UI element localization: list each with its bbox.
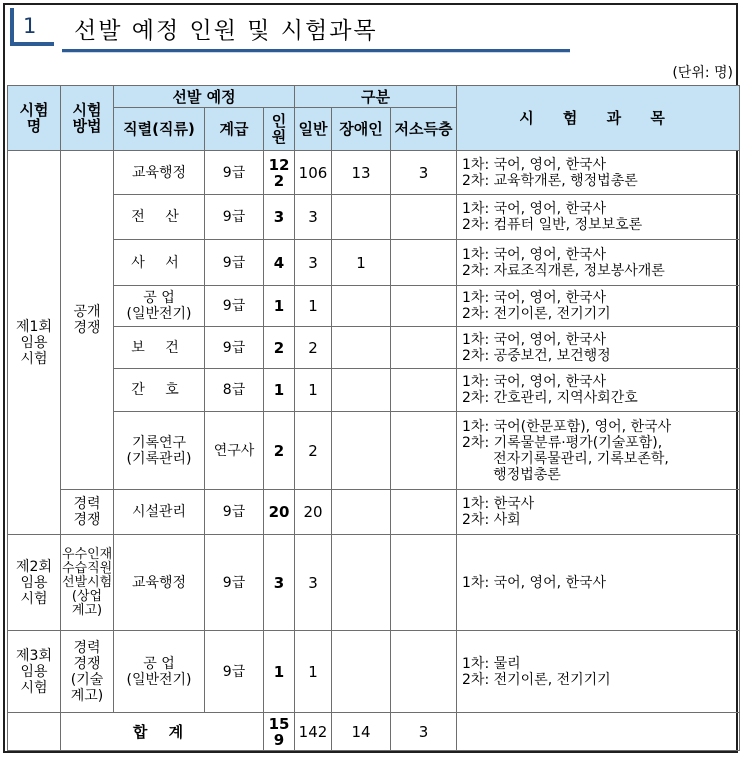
header-subjects: 시 험 과 목 bbox=[457, 86, 740, 151]
job-cell: 보 건 bbox=[114, 327, 205, 369]
low-income-cell bbox=[391, 195, 457, 240]
grade-cell: 9급 bbox=[205, 240, 264, 286]
recruitment-table bbox=[7, 85, 740, 751]
count-cell: 3 bbox=[264, 535, 295, 631]
subjects-cell: 1차: 물리 2차: 전기이론, 전기기기 bbox=[457, 631, 740, 713]
disabled-cell: 1 bbox=[332, 240, 391, 286]
low-income-cell bbox=[391, 490, 457, 535]
header-row-1 bbox=[8, 86, 740, 108]
general-cell: 1 bbox=[295, 631, 332, 713]
disabled-cell bbox=[332, 412, 391, 490]
header-plan-group: 선발 예정 bbox=[114, 86, 295, 108]
table-row bbox=[8, 412, 740, 490]
subjects-cell: 1차: 국어, 영어, 한국사 bbox=[457, 535, 740, 631]
count-cell: 2 bbox=[264, 412, 295, 490]
total-low-income: 3 bbox=[391, 713, 457, 751]
general-cell: 106 bbox=[295, 151, 332, 195]
subjects-cell: 1차: 국어(한문포함), 영어, 한국사 2차: 기록물분류·평가(기술포함), 전자기록물관리, 기록보존학, 행정법총론 bbox=[457, 412, 740, 490]
grade-cell: 9급 bbox=[205, 631, 264, 713]
job-cell: 교육행정 bbox=[114, 151, 205, 195]
job-cell: 공 업 (일반전기) bbox=[114, 286, 205, 327]
total-empty-cell bbox=[8, 713, 61, 751]
job-cell: 사 서 bbox=[114, 240, 205, 286]
subjects-cell: 1차: 한국사 2차: 사회 bbox=[457, 490, 740, 535]
disabled-cell bbox=[332, 286, 391, 327]
general-cell: 1 bbox=[295, 286, 332, 327]
job-cell: 간 호 bbox=[114, 369, 205, 412]
disabled-cell bbox=[332, 535, 391, 631]
low-income-cell bbox=[391, 327, 457, 369]
table-row bbox=[8, 151, 740, 195]
header-exam-name: 시험 명 bbox=[8, 86, 61, 151]
header-job: 직렬(직류) bbox=[114, 108, 205, 151]
title-underline-shadow bbox=[62, 52, 570, 53]
header-category-group: 구분 bbox=[295, 86, 457, 108]
grade-cell: 9급 bbox=[205, 327, 264, 369]
general-cell: 3 bbox=[295, 535, 332, 631]
total-general: 142 bbox=[295, 713, 332, 751]
low-income-cell bbox=[391, 631, 457, 713]
low-income-cell bbox=[391, 412, 457, 490]
method-talent-cell: 우수인재 수습직원 선발시험 (상업 계고) bbox=[61, 535, 114, 631]
disabled-cell bbox=[332, 631, 391, 713]
method-career-tech-cell: 경력 경쟁 (기술 계고) bbox=[61, 631, 114, 713]
table-row bbox=[8, 286, 740, 327]
header-exam-method: 시험 방법 bbox=[61, 86, 114, 151]
header-grade: 계급 bbox=[205, 108, 264, 151]
low-income-cell bbox=[391, 369, 457, 412]
header-count: 인 원 bbox=[264, 108, 295, 151]
subjects-cell: 1차: 국어, 영어, 한국사 2차: 컴퓨터 일반, 정보보호론 bbox=[457, 195, 740, 240]
general-cell: 20 bbox=[295, 490, 332, 535]
subjects-cell: 1차: 국어, 영어, 한국사 2차: 전기이론, 전기기기 bbox=[457, 286, 740, 327]
count-cell: 1 bbox=[264, 286, 295, 327]
disabled-cell bbox=[332, 327, 391, 369]
low-income-cell: 3 bbox=[391, 151, 457, 195]
table-row bbox=[8, 490, 740, 535]
general-cell: 2 bbox=[295, 327, 332, 369]
header-general: 일반 bbox=[295, 108, 332, 151]
grade-cell: 9급 bbox=[205, 195, 264, 240]
grade-cell: 8급 bbox=[205, 369, 264, 412]
subjects-cell: 1차: 국어, 영어, 한국사 2차: 간호관리, 지역사회간호 bbox=[457, 369, 740, 412]
header-low-income: 저소득층 bbox=[391, 108, 457, 151]
disabled-cell bbox=[332, 195, 391, 240]
count-cell: 12 2 bbox=[264, 151, 295, 195]
method-open-cell: 공개 경쟁 bbox=[61, 151, 114, 490]
total-count: 15 9 bbox=[264, 713, 295, 751]
general-cell: 3 bbox=[295, 240, 332, 286]
table-row bbox=[8, 369, 740, 412]
count-cell: 2 bbox=[264, 327, 295, 369]
grade-cell: 9급 bbox=[205, 490, 264, 535]
count-cell: 20 bbox=[264, 490, 295, 535]
subjects-cell: 1차: 국어, 영어, 한국사 2차: 자료조직개론, 정보봉사개론 bbox=[457, 240, 740, 286]
section-number: 1 bbox=[23, 14, 37, 38]
table-row bbox=[8, 631, 740, 713]
total-disabled: 14 bbox=[332, 713, 391, 751]
general-cell: 3 bbox=[295, 195, 332, 240]
exam-2-cell: 제2회 임용 시험 bbox=[8, 535, 61, 631]
total-label: 합 계 bbox=[61, 713, 264, 751]
count-cell: 1 bbox=[264, 369, 295, 412]
section-title: 선발 예정 인원 및 시험과목 bbox=[74, 18, 378, 44]
unit-note: (단위: 명) bbox=[672, 65, 733, 81]
disabled-cell bbox=[332, 369, 391, 412]
table-row bbox=[8, 195, 740, 240]
subjects-cell: 1차: 국어, 영어, 한국사 2차: 공중보건, 보건행정 bbox=[457, 327, 740, 369]
table-row bbox=[8, 240, 740, 286]
exam-3-cell: 제3회 임용 시험 bbox=[8, 631, 61, 713]
low-income-cell bbox=[391, 286, 457, 327]
general-cell: 2 bbox=[295, 412, 332, 490]
count-cell: 3 bbox=[264, 195, 295, 240]
header-disabled: 장애인 bbox=[332, 108, 391, 151]
method-career-cell: 경력 경쟁 bbox=[61, 490, 114, 535]
job-cell: 전 산 bbox=[114, 195, 205, 240]
table-row bbox=[8, 535, 740, 631]
grade-cell: 9급 bbox=[205, 535, 264, 631]
grade-cell: 9급 bbox=[205, 286, 264, 327]
job-cell: 시설관리 bbox=[114, 490, 205, 535]
disabled-cell bbox=[332, 490, 391, 535]
grade-cell: 9급 bbox=[205, 151, 264, 195]
table-row bbox=[8, 327, 740, 369]
job-cell: 공 업 (일반전기) bbox=[114, 631, 205, 713]
disabled-cell: 13 bbox=[332, 151, 391, 195]
grade-cell: 연구사 bbox=[205, 412, 264, 490]
subjects-cell: 1차: 국어, 영어, 한국사 2차: 교육학개론, 행정법총론 bbox=[457, 151, 740, 195]
exam-1-cell: 제1회 임용 시험 bbox=[8, 151, 61, 535]
count-cell: 4 bbox=[264, 240, 295, 286]
low-income-cell bbox=[391, 535, 457, 631]
total-subjects-empty bbox=[457, 713, 740, 751]
job-cell: 교육행정 bbox=[114, 535, 205, 631]
low-income-cell bbox=[391, 240, 457, 286]
count-cell: 1 bbox=[264, 631, 295, 713]
job-cell: 기록연구 (기록관리) bbox=[114, 412, 205, 490]
total-row bbox=[8, 713, 740, 751]
general-cell: 1 bbox=[295, 369, 332, 412]
